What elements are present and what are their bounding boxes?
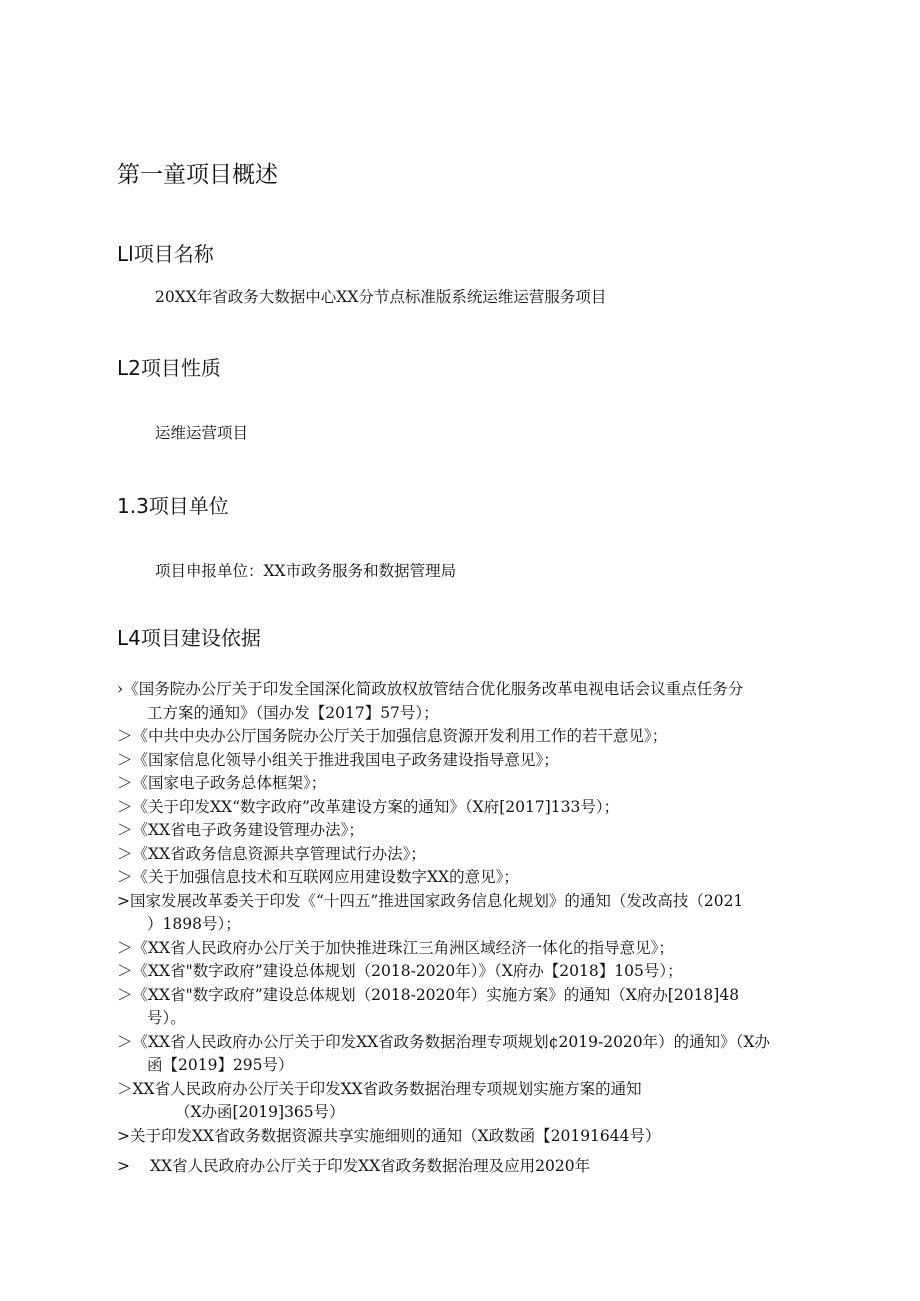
basis-item-text: 《关于加强信息技术和互联网应用建设数字XX的意见》； [132, 868, 519, 886]
section-body-project-name: 20XX年省政务大数据中心XX分节点标准版系统运维运营服务项目 [155, 288, 607, 306]
list-marker: ＞ [117, 985, 133, 1004]
list-marker: ＞ [117, 962, 133, 980]
basis-item-text: XX省人民政府办公厅关于印发XX省政务数据治理专项规划实施方案的通知 [132, 1079, 642, 1098]
basis-list-item [117, 1125, 822, 1149]
section-body-project-nature: 运维运营项目 [155, 424, 249, 442]
list-marker: ＞ [117, 750, 133, 769]
list-marker: ＞ [117, 1032, 133, 1051]
list-marker: ＞ [117, 844, 133, 863]
basis-list-item [117, 937, 822, 961]
section-heading-project-unit: 1.3项目单位 [117, 494, 229, 518]
basis-item-text: 《国家电子政务总体框架》； [132, 774, 327, 792]
list-marker: ＞ [117, 868, 133, 886]
list-marker: ＞ [117, 774, 133, 792]
list-marker: ＞ [117, 821, 133, 839]
basis-item-text: 《XX省"数字政府”建设总体规划（2018-2020年）》（X府办【2018】105号）； [132, 962, 683, 980]
list-marker: ＞ [117, 938, 133, 957]
basis-list-item [117, 1031, 822, 1078]
basis-item-text: 《中共中央办公厅国务院办公厅关于加强信息资源开发利用工作的若干意见》； [132, 727, 668, 745]
basis-list-item [117, 866, 822, 890]
basis-item-text: 《XX省人民政府办公厅关于加快推进珠江三角洲区域经济一体化的指导意见》； [132, 938, 674, 957]
basis-item-text: 《国家信息化领导小组关于推进我国电子政务建设指导意见》； [132, 750, 559, 769]
basis-list-item [117, 749, 822, 773]
list-marker: ＞ [117, 1079, 133, 1098]
list-marker: ＞ [117, 797, 133, 816]
basis-item-text: 关于印发XX省政务数据资源共享实施细则的通知（X政数函【20191644号） [130, 1126, 661, 1145]
basis-item-continuation: 函【2019】295号） [147, 1056, 294, 1074]
basis-list-item [117, 1078, 822, 1125]
basis-list-item [117, 772, 822, 796]
list-marker: ＞ [117, 727, 133, 745]
list-marker: > [117, 1157, 130, 1175]
basis-item-text: 《国务院办公厅关于印发全国深化简政放权放管结合优化服务改革电视电话会议重点任务分 [123, 680, 744, 698]
basis-item-continuation: 工方案的通知》（国办发【2017】57号）； [147, 703, 439, 722]
construction-basis-list [117, 678, 822, 1179]
basis-list-item [117, 843, 822, 867]
basis-item-text: 国家发展改革委关于印发《“十四五”推进国家政务信息化规划》的通知（发改高技（2021 [130, 891, 744, 910]
section-body-project-unit: 项目申报单位：XX市政务服务和数据管理局 [155, 562, 457, 580]
basis-item-continuation: 号）。 [147, 1009, 186, 1027]
basis-item-text: 《XX省人民政府办公厅关于印发XX省政务数据治理专项规划¢2019-2020年）的通知》（X办 [132, 1032, 770, 1051]
basis-item-text: 《关于印发XX“数字政府”改革建设方案的通知》（X府[2017]133号）； [132, 797, 620, 816]
basis-list-item [117, 1155, 822, 1179]
basis-list-item [117, 984, 822, 1031]
basis-item-text: 《XX省政务信息资源共享管理试行办法》； [132, 844, 426, 863]
basis-list-item [117, 960, 822, 984]
basis-list-item [117, 819, 822, 843]
basis-list-item [117, 890, 822, 937]
basis-item-text: 《XX省"数字政府”建设总体规划（2018-2020年）实施方案》的通知（X府办[2018]48 [132, 985, 740, 1004]
list-marker: › [117, 680, 124, 698]
basis-item-text: 《XX省电子政务建设管理办法》； [132, 821, 364, 839]
basis-item-continuation: ）1898号）； [147, 915, 241, 933]
list-marker: > [117, 891, 130, 910]
basis-item-continuation: （X办函[2019]365号） [175, 1103, 345, 1121]
basis-item-text: XX省人民政府办公厅关于印发XX省政务数据治理及应用2020年 [150, 1157, 591, 1175]
chapter-title: 第一童项目概述 [117, 162, 278, 188]
section-heading-project-nature: L2项目性质 [117, 356, 221, 380]
basis-list-item [117, 725, 822, 749]
basis-list-item [117, 796, 822, 820]
section-heading-project-name: Ll项目名称 [117, 242, 214, 266]
basis-list-item [117, 678, 822, 725]
section-heading-construction-basis: L4项目建设依据 [117, 626, 261, 650]
list-marker: > [117, 1126, 130, 1145]
